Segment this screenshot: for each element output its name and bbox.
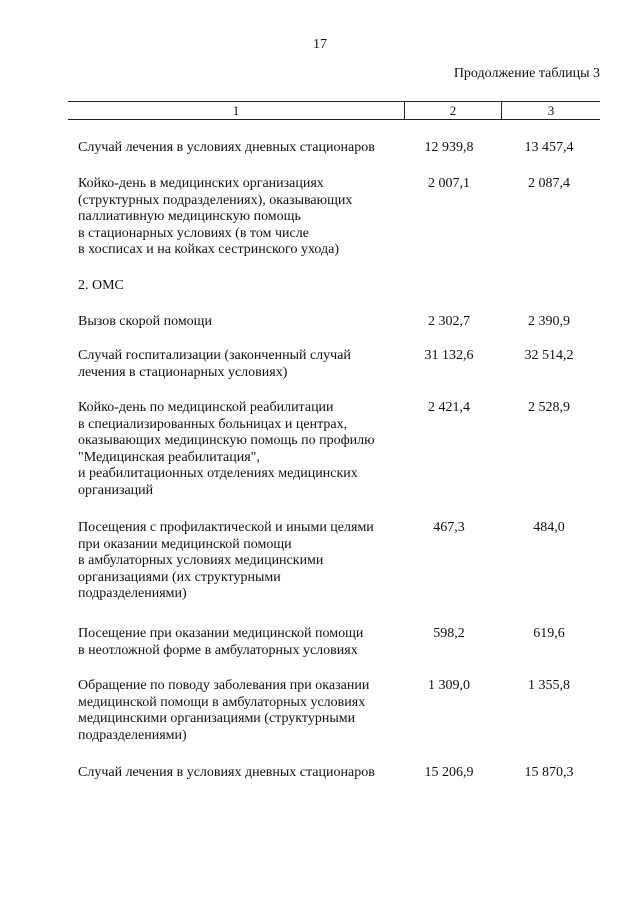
- row-value-col-3: 2 087,4: [528, 176, 570, 191]
- row-value-col-3: 619,6: [533, 626, 565, 641]
- row-label: Посещения с профилактической и иными целями при оказании медицинской помощи в амбулаторных условиях медицинскими организациями (их структурными подразделениями): [78, 520, 374, 601]
- row-label: Случай госпитализации (законченный случай лечения в стационарных условиях): [78, 348, 351, 380]
- row-value-col-2: 467,3: [433, 520, 465, 535]
- row-label: Койко-день в медицинских организациях (структурных подразделениях), оказывающих паллиативную медицинскую помощь в стационарных условиях (в том числе в хосписах и на койках сестринского ухода): [78, 176, 353, 257]
- header-col-3: 3: [547, 103, 555, 118]
- row-value-col-3: 2 528,9: [528, 400, 570, 415]
- row-value-col-3: 2 390,9: [528, 314, 570, 329]
- row-value-col-2: 598,2: [433, 626, 465, 641]
- row-value-col-2: 2 421,4: [428, 400, 470, 415]
- row-label: Обращение по поводу заболевания при оказании медицинской помощи в амбулаторных условиях медицинскими организациями (структурными подразделениями): [78, 678, 370, 743]
- row-label: Случай лечения в условиях дневных стационаров: [78, 140, 375, 155]
- table-header: [68, 101, 600, 120]
- page-number: 17: [313, 37, 327, 52]
- row-value-col-3: 1 355,8: [528, 678, 570, 693]
- row-label: Посещение при оказании медицинской помощи в неотложной форме в амбулаторных условиях: [78, 626, 364, 658]
- row-value-col-3: 32 514,2: [524, 348, 574, 363]
- header-col-1: 1: [68, 102, 405, 119]
- row-value-col-2: 15 206,9: [424, 765, 474, 780]
- row-value-col-2: 2 007,1: [428, 176, 470, 191]
- row-label: Случай лечения в условиях дневных стационаров: [78, 765, 375, 780]
- row-label: 2. ОМС: [78, 278, 124, 293]
- row-value-col-2: 1 309,0: [428, 678, 470, 693]
- row-value-col-2: 12 939,8: [424, 140, 474, 155]
- row-value-col-3: 484,0: [533, 520, 565, 535]
- row-value-col-2: 31 132,6: [424, 348, 474, 363]
- row-value-col-2: 2 302,7: [428, 314, 470, 329]
- row-label: Вызов скорой помощи: [78, 314, 212, 329]
- row-value-col-3: 15 870,3: [524, 765, 574, 780]
- row-label: Койко-день по медицинской реабилитации в специализированных больницах и центрах, оказывающих медицинскую помощь по профилю "Медицинская реабилитация", и реабилитационных отделениях медицинских организаций: [78, 400, 375, 498]
- row-value-col-3: 13 457,4: [524, 140, 574, 155]
- table-caption: Продолжение таблицы 3: [453, 66, 600, 81]
- header-col-2: 2: [405, 102, 502, 119]
